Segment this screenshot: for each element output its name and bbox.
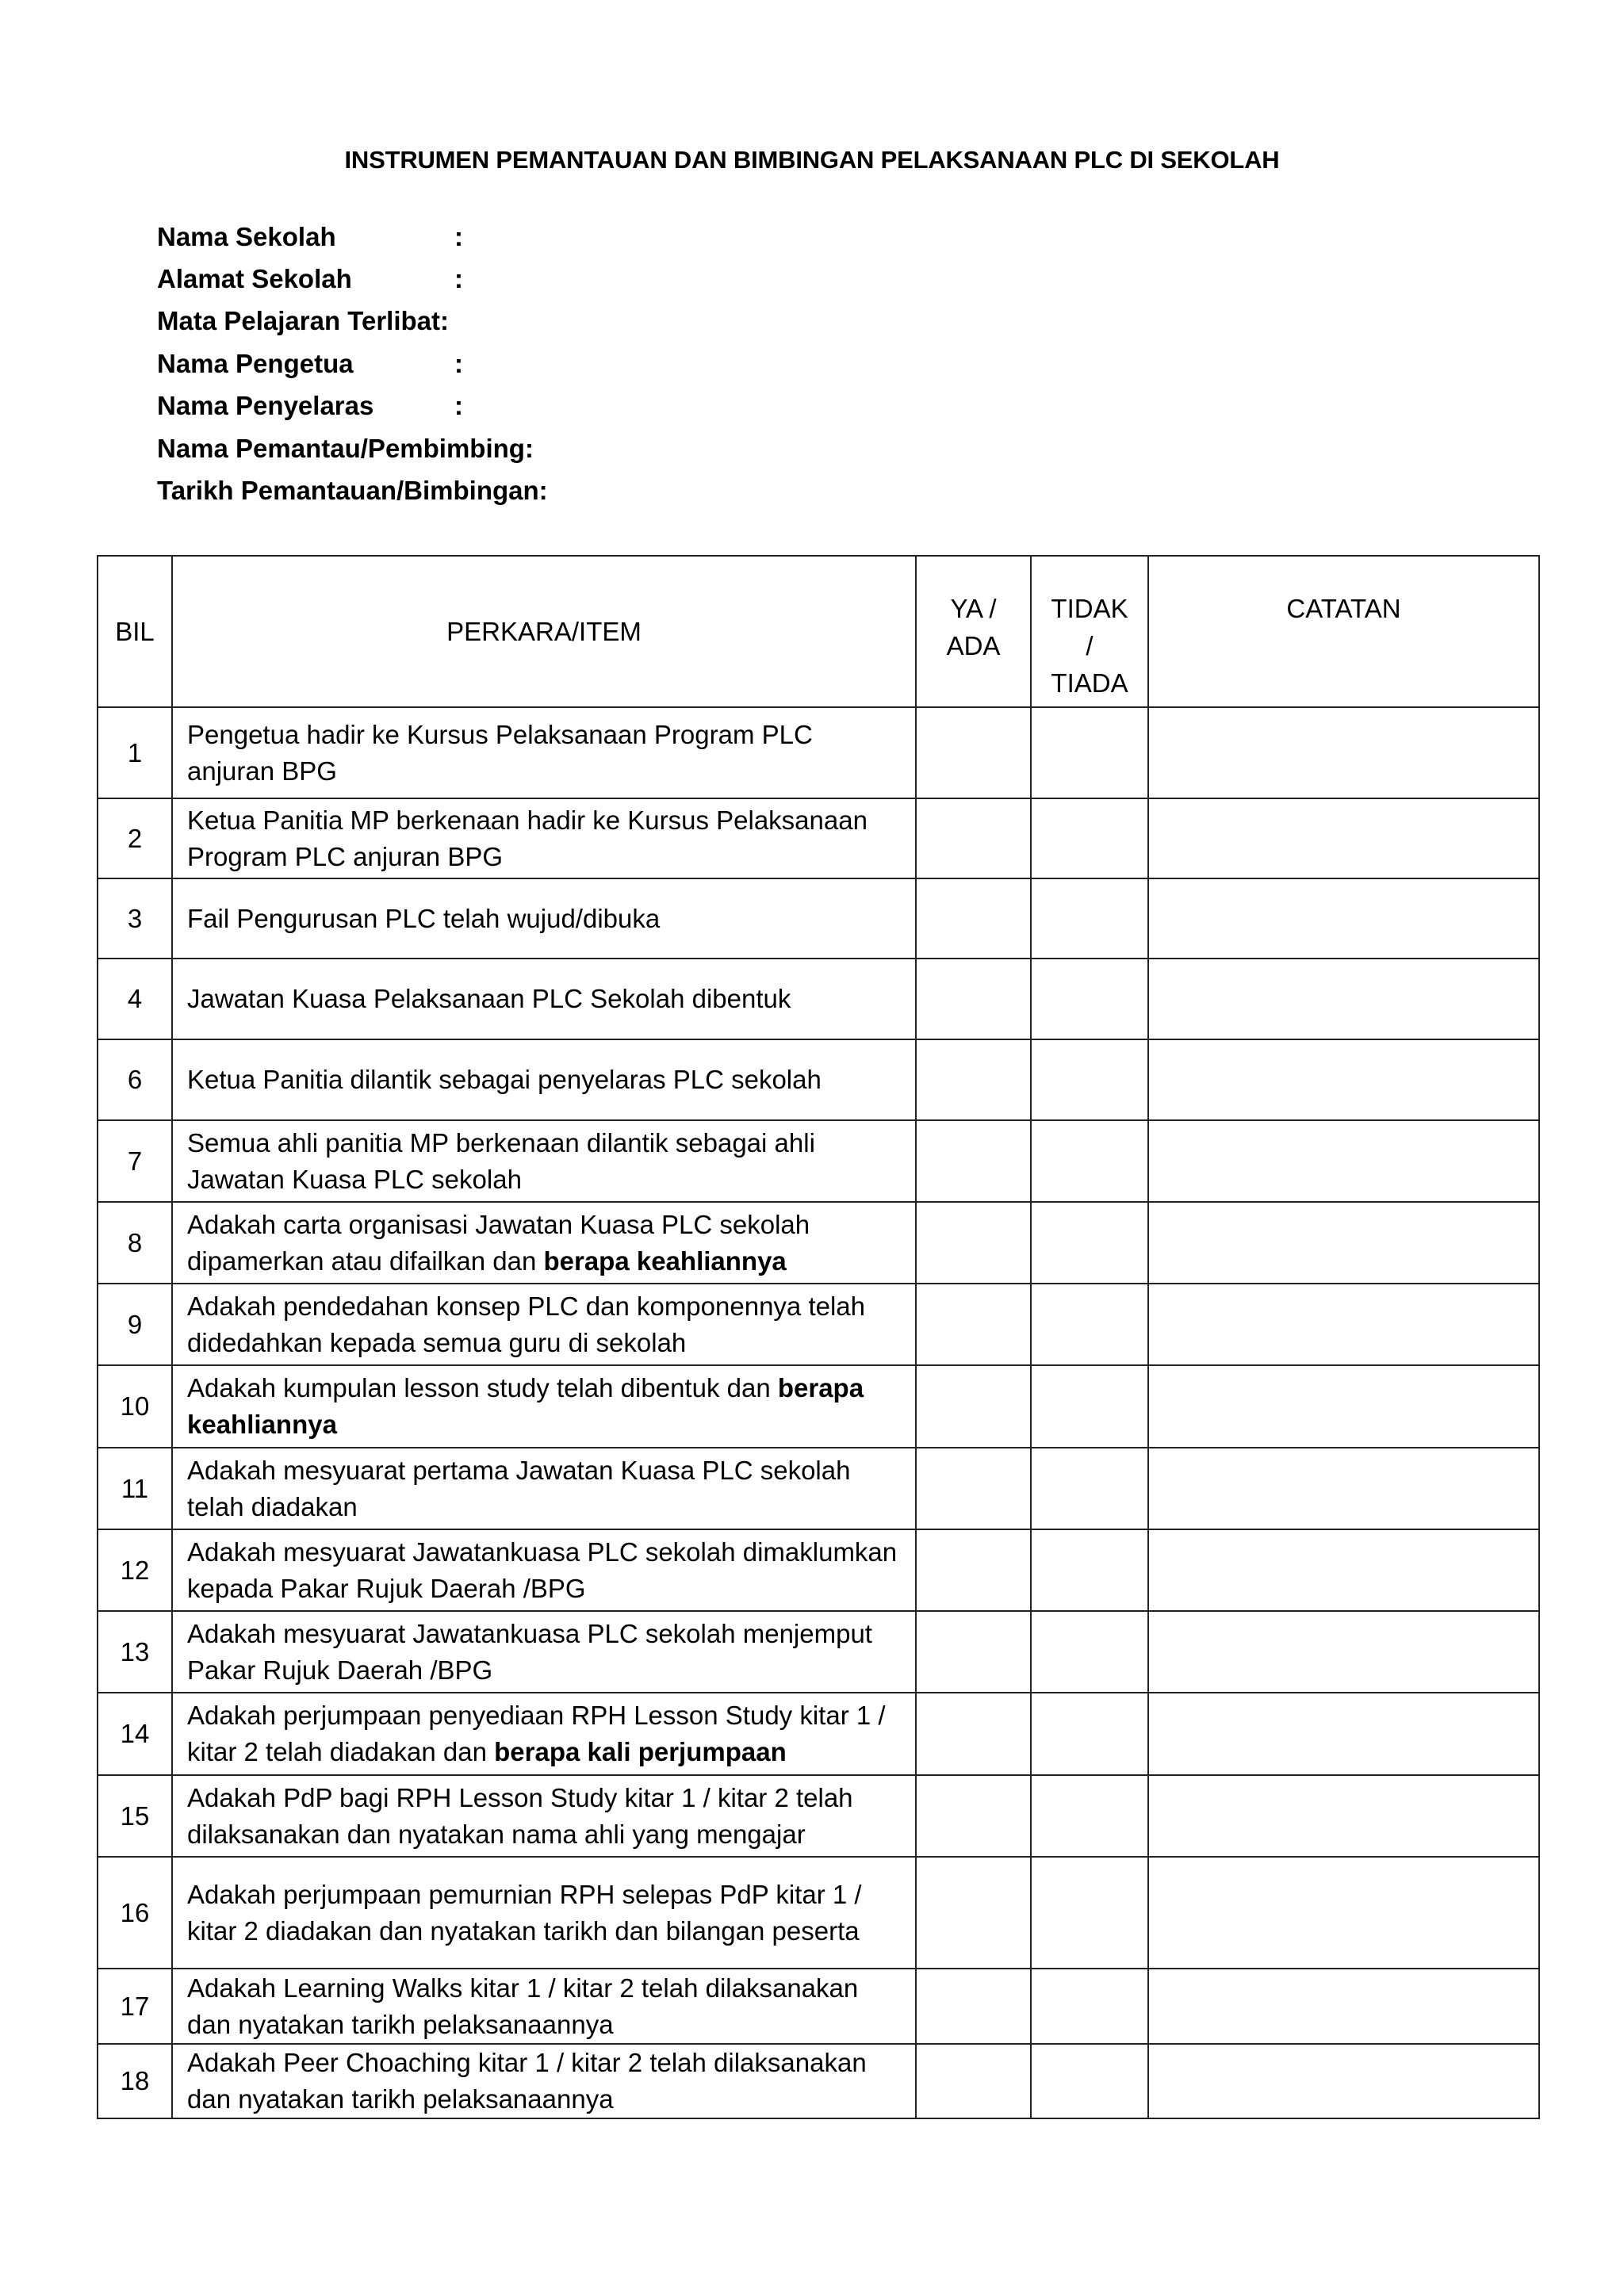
row-bil: 17	[98, 1969, 172, 2044]
table-row	[98, 1775, 1539, 1857]
row-item	[172, 1284, 916, 1365]
row-item	[172, 707, 916, 798]
tidak-tiada-cell[interactable]	[1031, 959, 1148, 1039]
field-colon: :	[454, 391, 463, 421]
row-bil: 16	[98, 1857, 172, 1969]
header-tidak-line1: TIDAK	[1051, 594, 1128, 623]
catatan-cell[interactable]	[1148, 1611, 1539, 1693]
field-alamat-sekolah[interactable]	[157, 258, 548, 300]
field-label: Nama Pemantau/Pembimbing	[157, 433, 525, 463]
field-mata-pelajaran[interactable]	[157, 300, 548, 342]
field-label: Nama Sekolah	[157, 221, 336, 251]
ya-ada-cell[interactable]	[916, 878, 1031, 959]
ya-ada-cell[interactable]	[916, 1284, 1031, 1365]
tidak-tiada-cell[interactable]	[1031, 1448, 1148, 1529]
row-item-text: Semua ahli panitia MP berkenaan dilantik sebagai ahli Jawatan Kuasa PLC sekolah	[187, 1127, 815, 1194]
tidak-tiada-cell[interactable]	[1031, 1202, 1148, 1284]
row-item	[172, 959, 916, 1039]
table-row	[98, 959, 1539, 1039]
ya-ada-cell[interactable]	[916, 1448, 1031, 1529]
row-item	[172, 1529, 916, 1611]
row-item	[172, 1039, 916, 1120]
field-label: Tarikh Pemantauan/Bimbingan	[157, 476, 539, 506]
ya-ada-cell[interactable]	[916, 2044, 1031, 2118]
row-bil: 1	[98, 707, 172, 798]
catatan-cell[interactable]	[1148, 1857, 1539, 1969]
row-bil: 13	[98, 1611, 172, 1693]
catatan-cell[interactable]	[1148, 798, 1539, 878]
field-colon: :	[440, 306, 450, 336]
row-item-text: Adakah perjumpaan penyediaan RPH Lesson Study kitar 1 / kitar 2 telah diadakan dan	[187, 1701, 886, 1766]
header-tidak-line2: /	[1086, 631, 1094, 660]
row-item	[172, 1448, 916, 1529]
row-item-text: Ketua Panitia dilantik sebagai penyelaras PLC sekolah	[187, 1065, 822, 1094]
ya-ada-cell[interactable]	[916, 1039, 1031, 1120]
row-item-text: Jawatan Kuasa Pelaksanaan PLC Sekolah dibentuk	[187, 984, 791, 1013]
ya-ada-cell[interactable]	[916, 1693, 1031, 1775]
row-bil: 18	[98, 2044, 172, 2118]
row-item-text: Adakah PdP bagi RPH Lesson Study kitar 1 / kitar 2 telah dilaksanakan dan nyatakan nama ahli yang mengajar	[187, 1782, 853, 1849]
table-row	[98, 1693, 1539, 1775]
tidak-tiada-cell[interactable]	[1031, 707, 1148, 798]
table-row	[98, 1857, 1539, 1969]
header-perkara-item: PERKARA/ITEM	[172, 556, 916, 707]
field-label: Mata Pelajaran Terlibat	[157, 306, 441, 336]
header-ya-line2: ADA	[946, 631, 1001, 660]
catatan-cell[interactable]	[1148, 1365, 1539, 1448]
field-colon: :	[454, 264, 463, 294]
tidak-tiada-cell[interactable]	[1031, 1969, 1148, 2044]
table-row	[98, 1120, 1539, 1202]
tidak-tiada-cell[interactable]	[1031, 878, 1148, 959]
row-item-text: Adakah mesyuarat Jawatankuasa PLC sekolah menjemput Pakar Rujuk Daerah /BPG	[187, 1618, 872, 1685]
catatan-cell[interactable]	[1148, 1693, 1539, 1775]
tidak-tiada-cell[interactable]	[1031, 1039, 1148, 1120]
row-item-text: Adakah kumpulan lesson study telah dibentuk dan	[187, 1373, 778, 1402]
row-item-bold: berapa kali perjumpaan	[494, 1737, 787, 1766]
field-nama-sekolah[interactable]	[157, 216, 548, 258]
table-row	[98, 1448, 1539, 1529]
ya-ada-cell[interactable]	[916, 707, 1031, 798]
row-bil: 2	[98, 798, 172, 878]
row-item	[172, 1775, 916, 1857]
catatan-cell[interactable]	[1148, 1202, 1539, 1284]
field-nama-penyelaras[interactable]	[157, 385, 548, 427]
row-item	[172, 2044, 916, 2118]
row-item-text: Pengetua hadir ke Kursus Pelaksanaan Program PLC anjuran BPG	[187, 719, 813, 786]
table-row	[98, 1365, 1539, 1448]
row-item-text: Adakah carta organisasi Jawatan Kuasa PLC sekolah dipamerkan atau difailkan dan	[187, 1209, 810, 1276]
field-label: Alamat Sekolah	[157, 264, 352, 294]
header-bil: BIL	[98, 556, 172, 707]
field-colon: :	[454, 221, 463, 251]
catatan-cell[interactable]	[1148, 1529, 1539, 1611]
tidak-tiada-cell[interactable]	[1031, 1120, 1148, 1202]
table-row	[98, 1529, 1539, 1611]
row-item-text: Adakah pendedahan konsep PLC dan komponennya telah didedahkan kepada semua guru di sekolah	[187, 1291, 866, 1357]
row-bil: 6	[98, 1039, 172, 1120]
row-bil: 7	[98, 1120, 172, 1202]
row-bil: 14	[98, 1693, 172, 1775]
table-row	[98, 2044, 1539, 2118]
tidak-tiada-cell[interactable]	[1031, 1365, 1148, 1448]
header-ya-line1: YA /	[950, 594, 997, 623]
row-item	[172, 1611, 916, 1693]
ya-ada-cell[interactable]	[916, 1365, 1031, 1448]
catatan-cell[interactable]	[1148, 1969, 1539, 2044]
tidak-tiada-cell[interactable]	[1031, 1693, 1148, 1775]
row-item	[172, 1365, 916, 1448]
header-catatan: CATATAN	[1148, 556, 1539, 707]
catatan-cell[interactable]	[1148, 1448, 1539, 1529]
row-bil: 12	[98, 1529, 172, 1611]
row-item	[172, 1969, 916, 2044]
ya-ada-cell[interactable]	[916, 1202, 1031, 1284]
ya-ada-cell[interactable]	[916, 798, 1031, 878]
row-bil: 8	[98, 1202, 172, 1284]
document-title: INSTRUMEN PEMANTAUAN DAN BIMBINGAN PELAKSANAAN PLC DI SEKOLAH	[344, 146, 1280, 174]
tidak-tiada-cell[interactable]	[1031, 798, 1148, 878]
row-item	[172, 1693, 916, 1775]
row-item-text: Adakah Learning Walks kitar 1 / kitar 2 telah dilaksanakan dan nyatakan tarikh pelaksanaannya	[187, 1973, 859, 2039]
tidak-tiada-cell[interactable]	[1031, 1775, 1148, 1857]
table-row	[98, 1039, 1539, 1120]
tidak-tiada-cell[interactable]	[1031, 1611, 1148, 1693]
info-fields	[157, 216, 548, 512]
row-item-text: Adakah perjumpaan pemurnian RPH selepas PdP kitar 1 / kitar 2 diadakan dan nyatakan tarikh dan bilangan peserta	[187, 1879, 862, 1946]
row-item-text: Fail Pengurusan PLC telah wujud/dibuka	[187, 903, 661, 933]
row-item-bold: berapa keahliannya	[543, 1246, 787, 1276]
table-row	[98, 798, 1539, 878]
row-item	[172, 1202, 916, 1284]
row-item	[172, 1120, 916, 1202]
row-item	[172, 798, 916, 878]
ya-ada-cell[interactable]	[916, 1775, 1031, 1857]
row-bil: 4	[98, 959, 172, 1039]
row-bil: 10	[98, 1365, 172, 1448]
ya-ada-cell[interactable]	[916, 1529, 1031, 1611]
header-tidak-line3: TIADA	[1051, 668, 1128, 698]
table-row	[98, 878, 1539, 959]
table-row	[98, 707, 1539, 798]
field-label: Nama Pengetua	[157, 348, 354, 378]
catatan-cell[interactable]	[1148, 1120, 1539, 1202]
catatan-cell[interactable]	[1148, 878, 1539, 959]
row-item	[172, 1857, 916, 1969]
field-nama-pengetua[interactable]	[157, 342, 548, 385]
tidak-tiada-cell[interactable]	[1031, 1284, 1148, 1365]
row-item	[172, 878, 916, 959]
row-item-bold: berapa keahliannya	[187, 1373, 864, 1439]
catatan-cell[interactable]	[1148, 1039, 1539, 1120]
ya-ada-cell[interactable]	[916, 1611, 1031, 1693]
field-colon: :	[524, 433, 534, 463]
field-tarikh-pemantauan[interactable]	[157, 469, 548, 511]
ya-ada-cell[interactable]	[916, 959, 1031, 1039]
tidak-tiada-cell[interactable]	[1031, 1529, 1148, 1611]
catatan-cell[interactable]	[1148, 959, 1539, 1039]
field-nama-pemantau[interactable]	[157, 427, 548, 469]
checklist-table	[97, 555, 1540, 2119]
row-bil: 11	[98, 1448, 172, 1529]
tidak-tiada-cell[interactable]	[1031, 1857, 1148, 1969]
header-tidak-tiada	[1031, 556, 1148, 707]
row-item-text: Adakah mesyuarat pertama Jawatan Kuasa PLC sekolah telah diadakan	[187, 1455, 851, 1521]
field-colon: :	[454, 348, 463, 378]
row-item-text: Ketua Panitia MP berkenaan hadir ke Kursus Pelaksanaan Program PLC anjuran BPG	[187, 805, 868, 871]
catatan-cell[interactable]	[1148, 707, 1539, 798]
row-item-text: Adakah Peer Choaching kitar 1 / kitar 2 telah dilaksanakan dan nyatakan tarikh pelaksanaannya	[187, 2048, 867, 2114]
table-row	[98, 1284, 1539, 1365]
table-row	[98, 1202, 1539, 1284]
header-ya-ada	[916, 556, 1031, 707]
row-bil: 9	[98, 1284, 172, 1365]
table-row	[98, 1611, 1539, 1693]
tidak-tiada-cell[interactable]	[1031, 2044, 1148, 2118]
table-body	[98, 707, 1539, 2118]
table-row	[98, 1969, 1539, 2044]
ya-ada-cell[interactable]	[916, 1969, 1031, 2044]
ya-ada-cell[interactable]	[916, 1857, 1031, 1969]
row-bil: 3	[98, 878, 172, 959]
field-colon: :	[538, 476, 548, 506]
row-bil: 15	[98, 1775, 172, 1857]
catatan-cell[interactable]	[1148, 1775, 1539, 1857]
catatan-cell[interactable]	[1148, 2044, 1539, 2118]
table-header-row	[98, 556, 1539, 707]
catatan-cell[interactable]	[1148, 1284, 1539, 1365]
row-item-text: Adakah mesyuarat Jawatankuasa PLC sekolah dimaklumkan kepada Pakar Rujuk Daerah /BPG	[187, 1536, 898, 1603]
field-label: Nama Penyelaras	[157, 391, 374, 421]
ya-ada-cell[interactable]	[916, 1120, 1031, 1202]
